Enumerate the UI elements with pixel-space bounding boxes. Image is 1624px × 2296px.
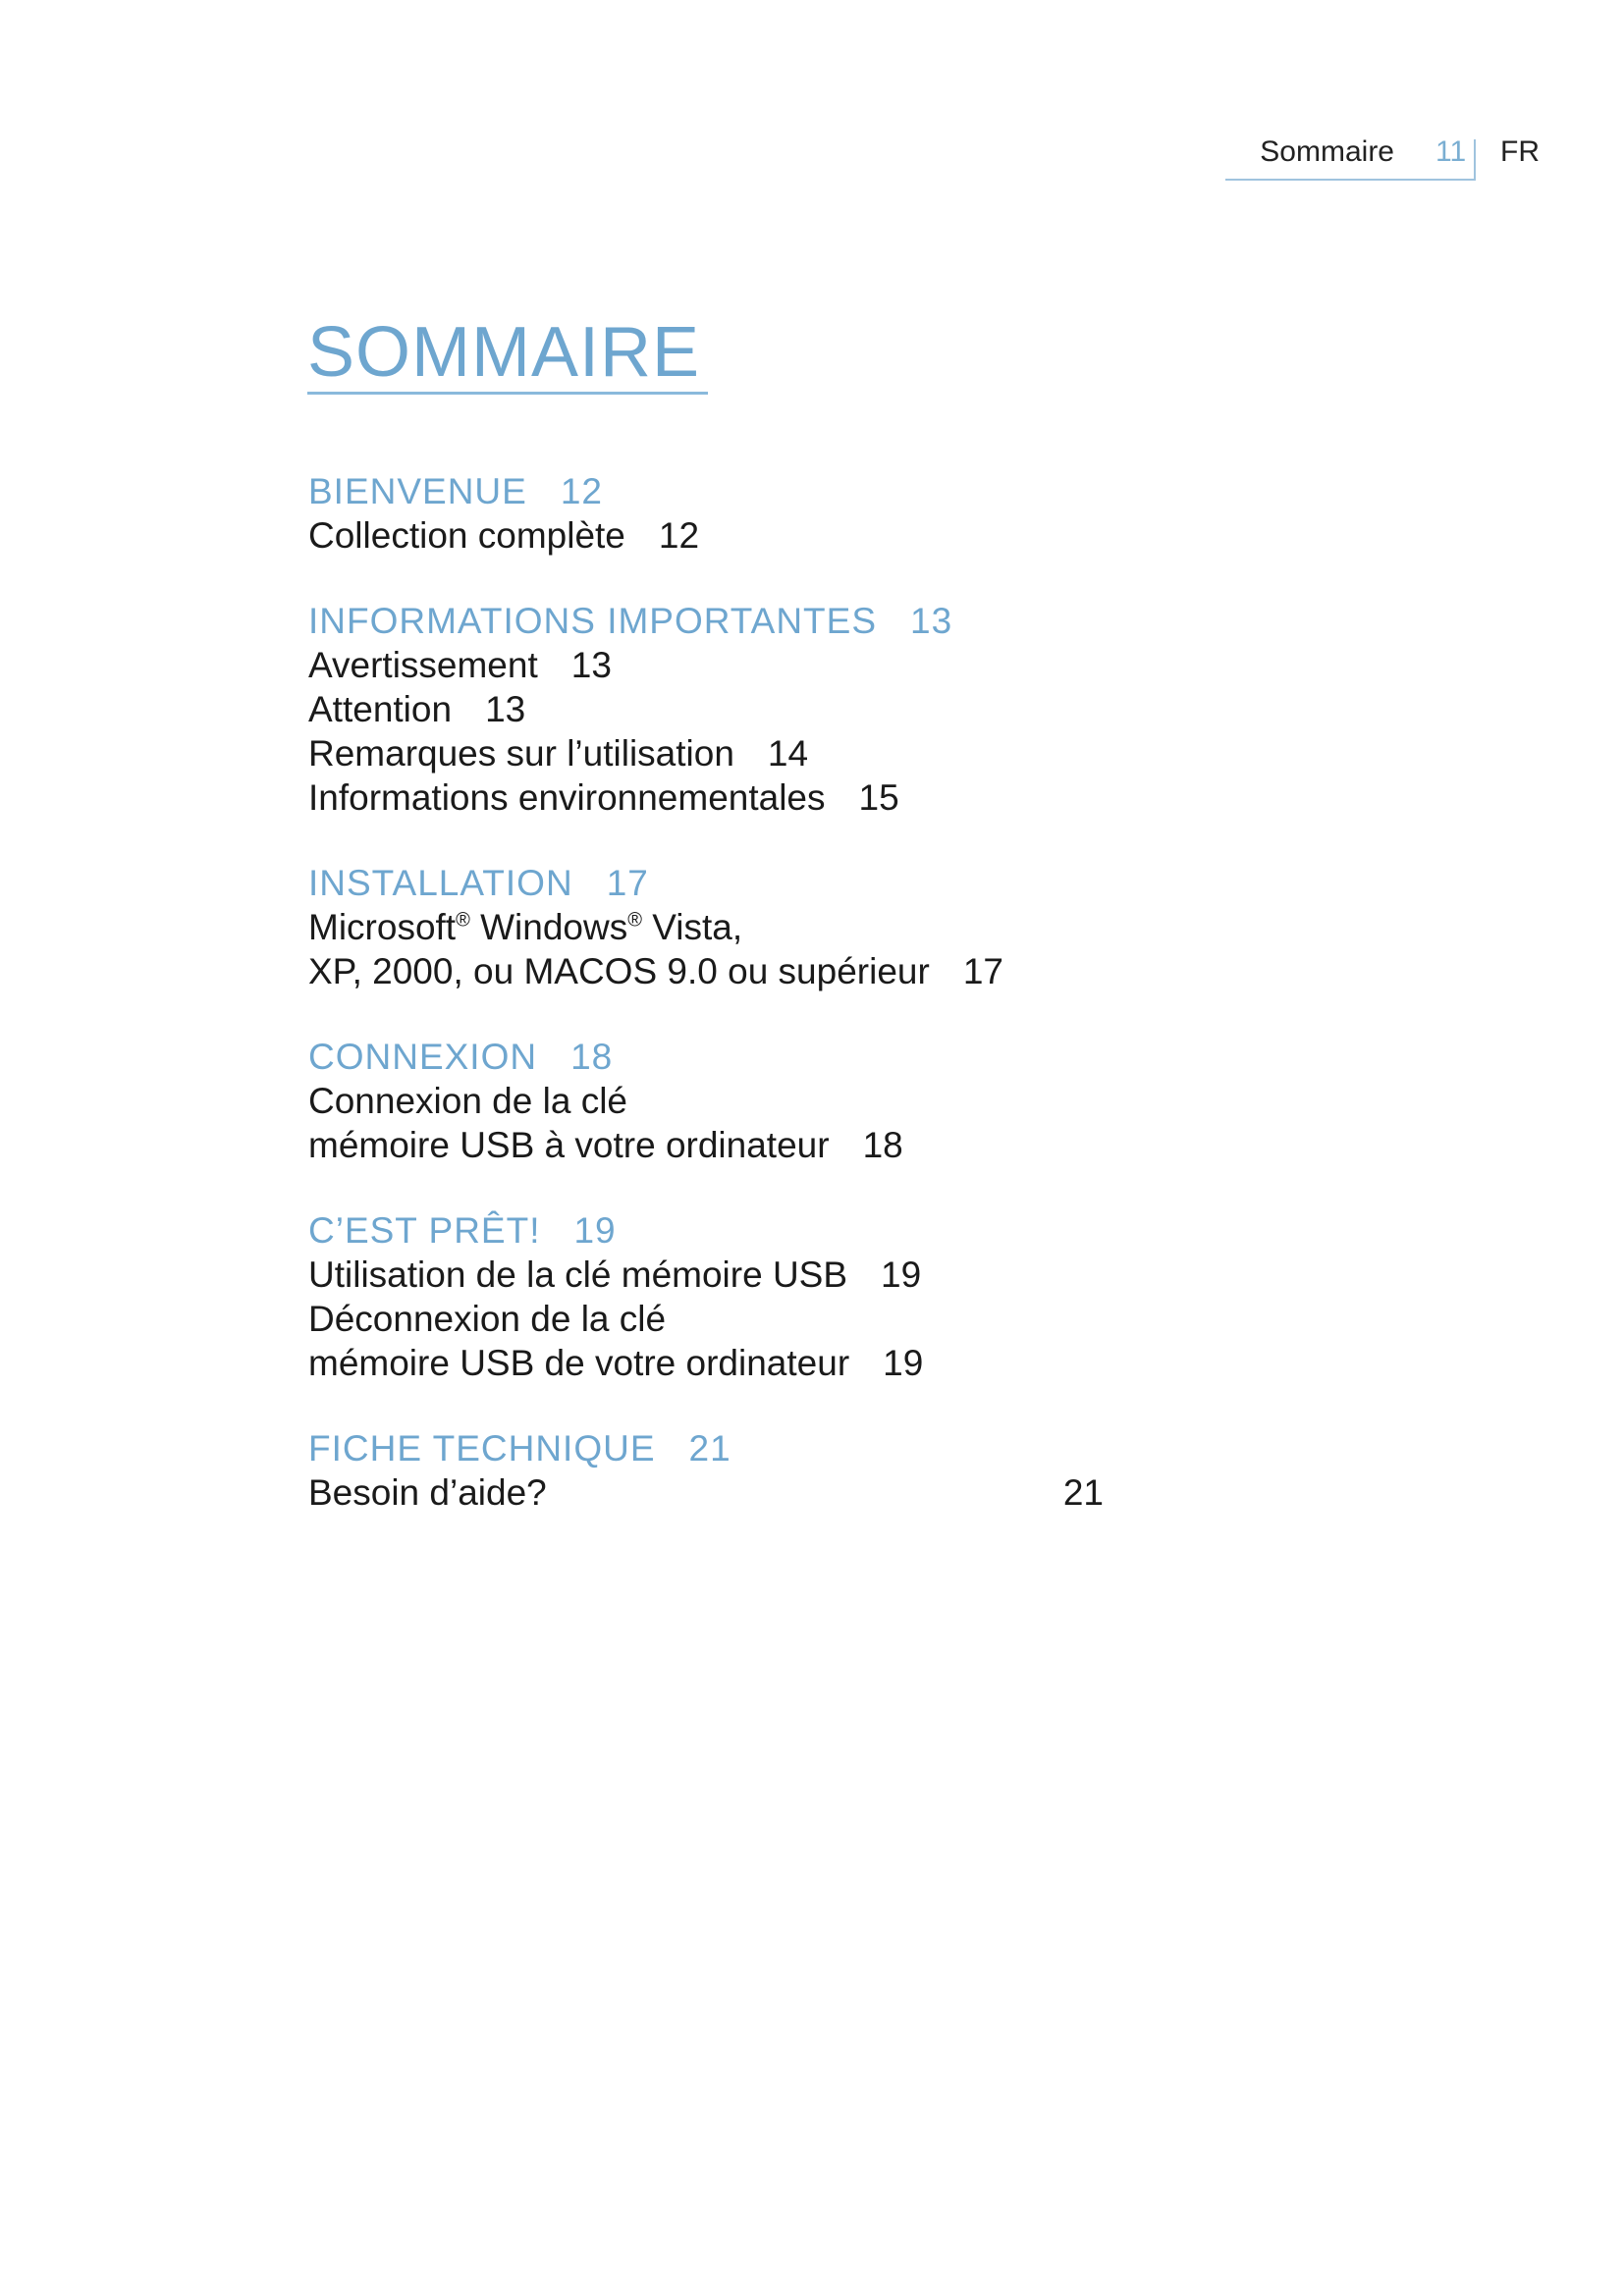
toc-entry-page: 19 [883, 1343, 924, 1383]
toc-entry[interactable] [308, 1253, 1290, 1297]
toc-entry-page: 15 [858, 777, 899, 818]
toc-heading-label: FICHE TECHNIQUE [308, 1428, 656, 1468]
toc-heading[interactable] [308, 861, 1290, 905]
toc-heading[interactable] [308, 599, 1290, 643]
toc-entry-label: mémoire USB de votre ordinateur [308, 1343, 850, 1383]
toc-heading-page: 18 [570, 1037, 614, 1077]
toc-entry-label: Informations environnementales [308, 777, 826, 818]
toc-entry-label: Remarques sur l’utilisation [308, 733, 734, 774]
toc-heading-page: 12 [560, 471, 603, 511]
toc-entry-label: mémoire USB à votre ordinateur [308, 1125, 830, 1165]
toc-section-connexion [308, 1035, 1290, 1167]
toc-entry-label: Déconnexion de la clé [308, 1299, 667, 1339]
running-header-section: Sommaire [1260, 135, 1394, 168]
toc-heading-label: C’EST PRÊT! [308, 1210, 541, 1251]
toc-entry[interactable] [308, 1297, 1290, 1385]
toc-entry-page: 18 [862, 1125, 903, 1165]
table-of-contents [308, 469, 1290, 1556]
toc-entry-page: 17 [962, 951, 1003, 991]
running-header-language: FR [1500, 135, 1540, 168]
toc-entry-label: XP, 2000, ou MACOS 9.0 ou supérieur [308, 951, 930, 991]
toc-heading-page: 21 [688, 1428, 731, 1468]
toc-heading-page: 17 [606, 863, 649, 903]
toc-heading-label: CONNEXION [308, 1037, 538, 1077]
toc-section-fiche [308, 1426, 1290, 1515]
toc-entry-line [308, 1297, 1290, 1341]
running-header [1218, 132, 1542, 190]
toc-entry[interactable] [308, 1470, 1104, 1515]
toc-section-installation [308, 861, 1290, 993]
toc-heading-page: 19 [573, 1210, 617, 1251]
toc-entry-page: 19 [881, 1255, 922, 1295]
page-title: SOMMAIRE [307, 313, 701, 392]
toc-heading[interactable] [308, 1208, 1290, 1253]
toc-heading[interactable] [308, 1035, 1290, 1079]
toc-entry-label: Utilisation de la clé mémoire USB [308, 1255, 848, 1295]
toc-entry[interactable] [308, 643, 1290, 687]
toc-entry-line [308, 1123, 1290, 1167]
toc-section-bienvenue [308, 469, 1290, 558]
toc-heading-label: INSTALLATION [308, 863, 573, 903]
toc-heading-page: 13 [910, 601, 953, 641]
toc-section-informations [308, 599, 1290, 820]
toc-entry-page: 13 [485, 689, 526, 729]
toc-entry-line [308, 1341, 1290, 1385]
running-header-divider [1474, 139, 1476, 181]
toc-entry-label-part: Windows [469, 907, 628, 947]
toc-entry[interactable] [308, 687, 1290, 731]
toc-heading[interactable] [308, 1426, 1290, 1470]
toc-entry-label: Connexion de la clé [308, 1081, 627, 1121]
toc-entry-page: 13 [570, 645, 612, 685]
toc-section-pret [308, 1208, 1290, 1385]
toc-entry[interactable] [308, 731, 1290, 775]
toc-entry[interactable] [308, 775, 1290, 820]
toc-entry[interactable] [308, 1079, 1290, 1167]
toc-entry-page: 12 [658, 515, 700, 556]
registered-mark: ® [627, 909, 642, 932]
toc-heading-label: BIENVENUE [308, 471, 527, 511]
registered-mark: ® [456, 909, 470, 932]
running-header-rule [1225, 179, 1476, 181]
toc-entry-label: Avertissement [308, 645, 538, 685]
toc-entry-label: Collection complète [308, 515, 625, 556]
toc-entry-label: Besoin d’aide? [308, 1472, 547, 1513]
toc-entry-line [308, 1079, 1290, 1123]
toc-entry-line [308, 949, 1290, 993]
toc-entry-page: 21 [1062, 1472, 1104, 1513]
toc-entry[interactable] [308, 513, 1290, 558]
toc-entry-label-part: Vista, [641, 907, 743, 947]
toc-entry-label-part: Microsoft [308, 907, 457, 947]
toc-heading-label: INFORMATIONS IMPORTANTES [308, 601, 878, 641]
title-underline [307, 392, 708, 395]
toc-entry-line [308, 905, 1290, 949]
toc-heading[interactable] [308, 469, 1290, 513]
toc-entry[interactable] [308, 905, 1290, 993]
running-header-page-number: 11 [1435, 135, 1467, 168]
toc-entry-label: Attention [308, 689, 453, 729]
toc-entry-page: 14 [767, 733, 809, 774]
